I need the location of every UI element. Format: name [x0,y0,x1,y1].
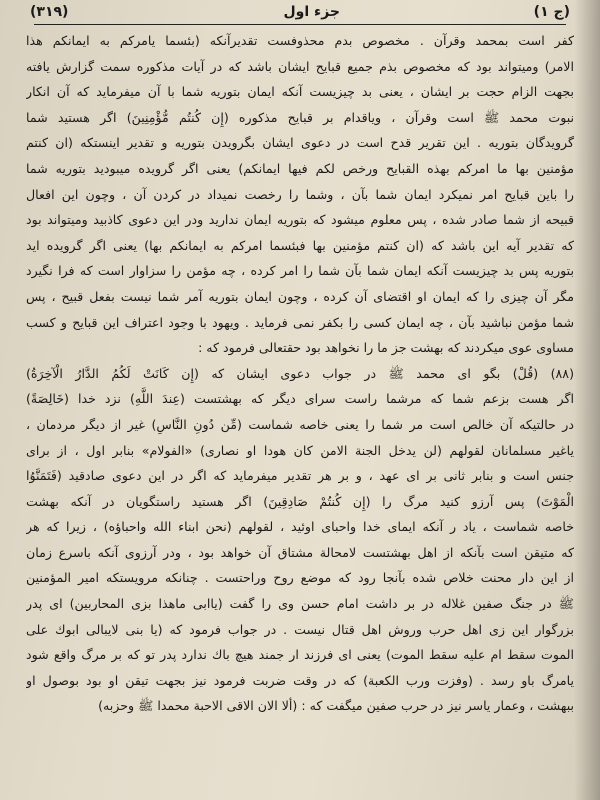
text-line-21: كه متيقن است بآنكه از اهل بهشتست لامحالة مشتاق آن خواهد بود ، ودر آرزوى آنكه باسرع زمان [26,544,574,560]
text-line-3: بجهت الزام حجت بر ايشان ، يعنى بد چيزيست آنكه ايمان بتوريه شما با آن ميفرمايد كه آن انكار [26,84,574,100]
text-line-6: مؤمنين بها ما امركم بهذه القبايح ورخص لكم فيها ايمانكم) يعنى اگر گرويده ميبوديد بتوريه شما [26,160,574,176]
text-line-17: ياغير مسلمانان لقولهم (لن يدخل الجنة الامن كان هودا او نصارى) «الفولام» بنابر اول ، از براى [26,442,574,458]
part-title: جزء اول [283,4,340,20]
text-line-2: الامر) وميتواند بود كه مخصوص بذم جميع قبايح ايشان باشد كه در آيات مذكوره سمت گزارش يافته [26,58,574,74]
page-gutter-shadow [574,0,600,800]
text-line-4: نبوت محمد ﷺ است وقرآن ، وياقدام بر قبايح مذكوره (إِن كُنتُم مُّؤْمِنِينَ) اگر هستيد شما [26,109,574,125]
text-line-9: كه تقدير آيه اين باشد كه (ان كنتم مؤمنين بها فبئسما امركم به ايمانكم بها) يعنى اگر گرويده ايد [26,237,574,253]
text-line-7: را باين قبايح امر نميكرد ايمان شما بآن ، وشما را رخصت نميداد در كردن آن ، وچون اين افعال [26,186,574,202]
text-line-23: ﷺ در جنگ صفين غلاله در بر داشت امام حسن وى را گفت (ياابى ماهذا بزى المحاربين) اى پدر [26,596,574,612]
header-rule [34,24,566,25]
text-line-22: از اين دار محنت خلاص شده بآنجا رود كه موضع روح وراحتست . چنانكه مرويستكه امير المؤمنين [26,570,574,586]
text-line-26: يامرگ باو رسد . (وفزت ورب الكعبة) كه در وقت ضربت فرمود نيز بجهت تيقن او بود بوصول او [26,672,574,688]
volume-label: (ج ١) [533,4,570,20]
text-line-5: گرويدگان بتوريه . اين تقرير قدح است در دعوى ايشان بگرويدن بتوريه و تقدير اينستكه (ان كنتم [26,135,574,151]
page-body-text [26,28,574,794]
text-line-27: ببهشت ، وعمار ياسر نيز در حرب صفين ميگفت كه : (ألا الان الاقى الاحبة محمدا ﷺ وحزبه) [98,698,574,714]
text-line-24: بزرگوار اين زى اهل حرب وروش اهل قتال نيست . در جواب فرمود كه (يا بنى لايبالى ابوك على [26,621,574,637]
text-line-25: الموت سقط ام عليه سقط الموت) يعنى اى فرزند ار جمند هيچ باك ندارد پدر تو كه بر مرگ واقع شود [26,647,574,663]
text-line-8: قبيحه از شما صادر شده ، پس معلوم ميشود كه بتوريه ايمان نداريد ودر اين دعوى كاذبيد وميتواند بود [26,212,574,228]
text-line-1: كفر است بمحمد وقرآن . مخصوص بدم محذوفست تقديرآنكه (بئسما يامركم به ايمانكم هذا [26,33,574,48]
text-line-19: الْمَوْتَ) پس آرزو كنيد مرگ را (إِن كُنتُمْ صَادِقِينَ) اگر هستيد راستگويان در آنكه بهشت [26,493,574,509]
text-line-18: جنس است و بنابر ثانى بر اى عهد ، و بر هر تقدير ميفرمايد كه اگر در اين دعوى صادقيد (فَتَمَنَّوُا [26,468,574,484]
text-line-20: خاصه شماست ، ياد ر آنكه ايماى خدا واحباى اوئيد ، لقولهم (نحن ابناء الله واحباؤه) ، زيرا كه هر [26,519,574,535]
text-line-14: (٨٨) (قُلْ) بگو اى محمد ﷺ در جواب دعوى ايشان كه (إِن كَانَتْ لَكُمُ الدَّارُ الْآخِرَةُ) [26,365,574,381]
text-line-10: بتوريه پس بد چيزيست آنكه ايمان شما بآن شما را امر كرده ، چه مؤمن را سزاوار است كه فرا نگيرد [26,263,574,279]
text-line-16: در حالتيكه آن خالص است مر شما را يعنى خاصه شماست (مِّن دُونِ النَّاسِ) غير از ديگر مردمان ، [26,416,574,432]
text-line-15: اگر هست بزعم شما كه مرشما راست سراى ديگر كه بهشتست (عِندَ اللَّهِ) نزد خدا (خَالِصَةً) [26,391,574,407]
text-line-12: شما مؤمن نباشيد بآن ، چه ايمان كسى را بكفر نمى فرمايد . ويهود با وجود اعتراف اين قبايح و كسب [26,314,574,330]
page-number: (٣١٩) [30,4,69,20]
page-header [30,4,570,24]
text-line-13: مساوى عوى ميكردند كه بهشت جز ما را نخواهد بود حقتعالى فرمود كه : [198,340,574,356]
text-line-11: مگر آن چيزى را كه ايمان او اقتضاى آن كرده ، وچون ايمان بتوريه آمر شما نيست بفعل قبيح ، پس [26,288,574,304]
